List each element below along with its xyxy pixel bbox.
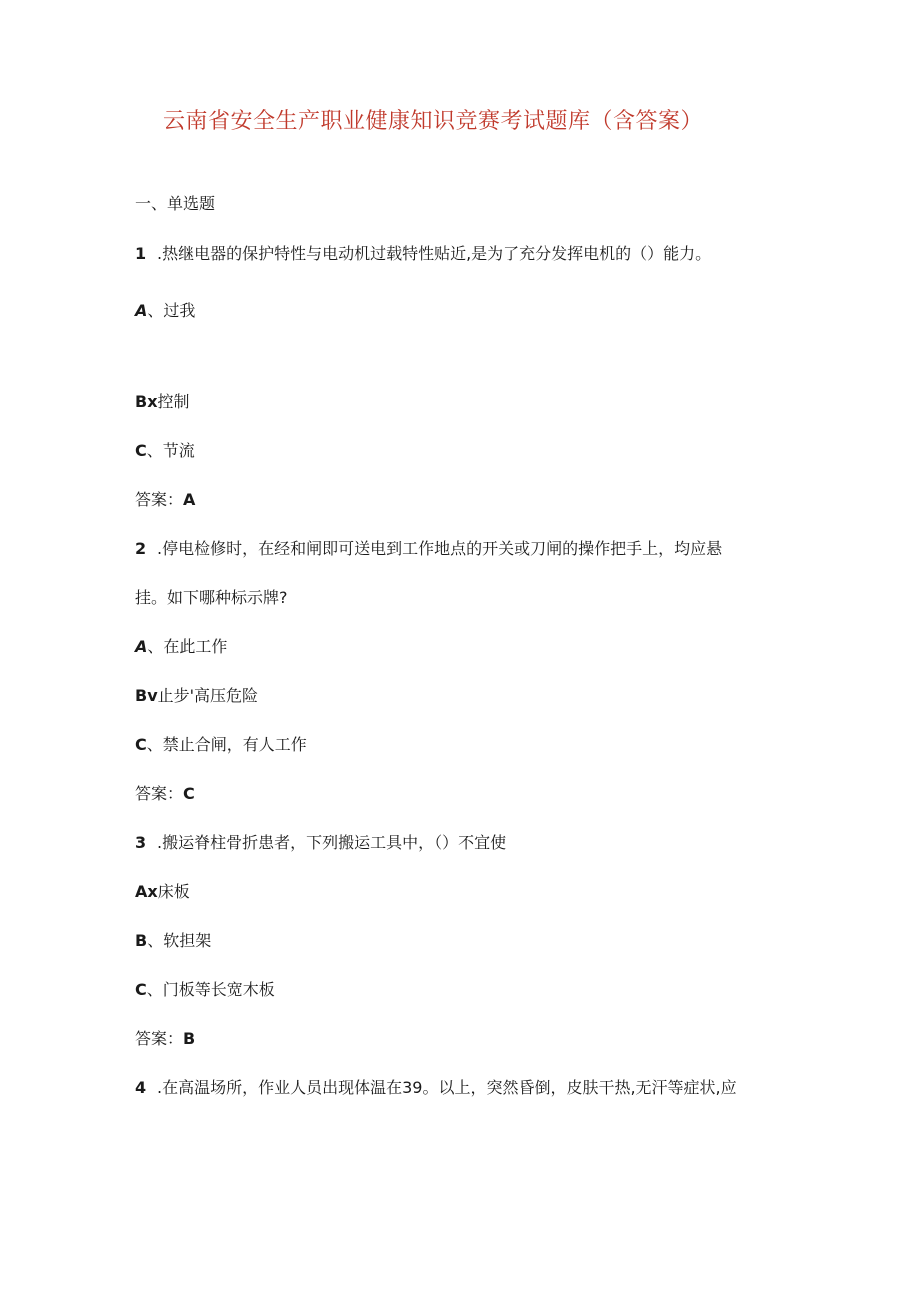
question-3-option-b bbox=[135, 929, 211, 953]
question-1-option-c bbox=[135, 439, 195, 463]
option-letter: B bbox=[135, 931, 148, 950]
question-2-option-a bbox=[135, 635, 227, 659]
option-letter: A bbox=[135, 301, 148, 320]
question-2-option-c bbox=[135, 733, 307, 757]
answer-value: A bbox=[183, 490, 196, 509]
question-number: 3 bbox=[135, 833, 147, 852]
answer-label: 答案： bbox=[135, 1029, 184, 1048]
question-2-answer bbox=[135, 782, 195, 806]
question-number: 1 bbox=[135, 244, 147, 263]
question-text: .搬运脊柱骨折患者，下列搬运工具中，（）不宜使 bbox=[157, 833, 507, 852]
question-3-answer bbox=[135, 1027, 195, 1051]
answer-label: 答案： bbox=[135, 784, 184, 803]
option-separator: 、 bbox=[146, 441, 163, 460]
option-separator: 、 bbox=[146, 980, 163, 999]
question-3-option-a bbox=[135, 880, 190, 904]
option-separator: 、 bbox=[147, 931, 164, 950]
question-text: .热继电器的保护特性与电动机过载特性贴近,是为了充分发挥电机的（）能力。 bbox=[157, 244, 712, 263]
question-2-stem-continued: 挂。如下哪种标示牌? bbox=[135, 588, 288, 607]
question-3-stem bbox=[135, 831, 506, 855]
option-letter: Bx bbox=[135, 392, 158, 411]
option-letter: Bv bbox=[135, 686, 158, 705]
option-letter: Ax bbox=[135, 882, 158, 901]
question-text: .停电检修时，在经和闸即可送电到工作地点的开关或刀闸的操作把手上，均应悬 bbox=[157, 539, 723, 558]
option-text: 控制 bbox=[157, 392, 190, 411]
question-1-option-a bbox=[135, 299, 195, 323]
question-2-option-b bbox=[135, 684, 258, 708]
question-number: 4 bbox=[135, 1078, 147, 1097]
question-4-stem bbox=[135, 1076, 737, 1100]
answer-value: B bbox=[183, 1029, 196, 1048]
option-text: 过我 bbox=[163, 301, 196, 320]
document-title: 云南省安全生产职业健康知识竞赛考试题库（含答案） bbox=[162, 109, 703, 134]
answer-value: C bbox=[183, 784, 195, 803]
option-letter: C bbox=[135, 441, 147, 460]
option-text: 禁止合闸，有人工作 bbox=[162, 735, 307, 754]
option-letter: A bbox=[135, 637, 148, 656]
section-heading: 一、单选题 bbox=[135, 194, 216, 213]
option-separator: 、 bbox=[147, 301, 164, 320]
option-text: 软担架 bbox=[163, 931, 212, 950]
question-2-stem bbox=[135, 537, 722, 561]
question-1-stem bbox=[135, 242, 711, 266]
option-text: 节流 bbox=[162, 441, 195, 460]
question-text: .在高温场所，作业人员出现体温在39。以上，突然昏倒，皮肤干热,无汗等症状,应 bbox=[157, 1078, 737, 1097]
answer-label: 答案： bbox=[135, 490, 184, 509]
question-1-answer bbox=[135, 488, 195, 512]
option-letter: C bbox=[135, 980, 147, 999]
option-text: 止步'高压危险 bbox=[157, 686, 259, 705]
option-separator: 、 bbox=[146, 735, 163, 754]
question-number: 2 bbox=[135, 539, 147, 558]
option-text: 在此工作 bbox=[163, 637, 228, 656]
option-letter: C bbox=[135, 735, 147, 754]
question-3-option-c bbox=[135, 978, 275, 1002]
option-text: 门板等长宽木板 bbox=[162, 980, 275, 999]
option-text: 床板 bbox=[157, 882, 190, 901]
question-1-option-b bbox=[135, 390, 190, 414]
option-separator: 、 bbox=[147, 637, 164, 656]
